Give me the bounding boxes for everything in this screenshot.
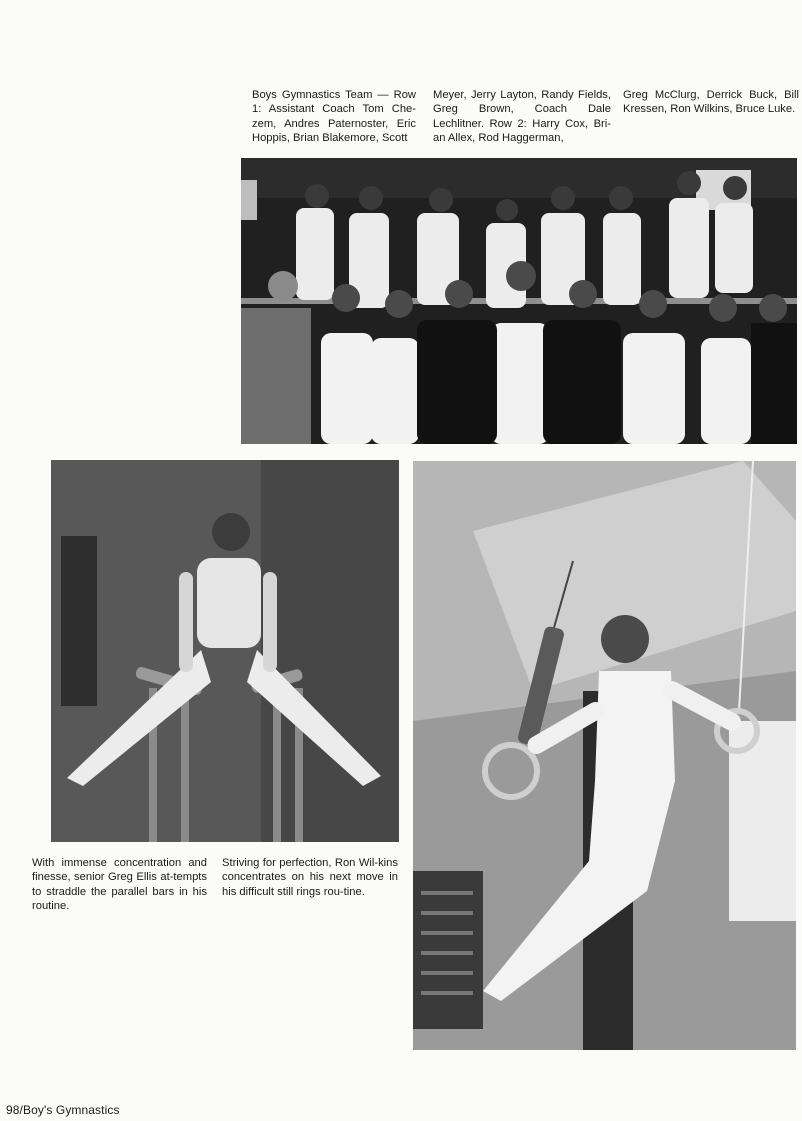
parallel-bars-photo xyxy=(51,460,399,842)
team-caption-col1: Boys Gymnastics Team — Row 1: Assistant Coach Tom Che-zem, Andres Paternoster, Eric Hoppis, Brian Blakemore, Scott xyxy=(252,89,416,144)
team-caption-col3: Greg McClurg, Derrick Buck, Bill Kressen, Ron Wilkins, Bruce Luke. xyxy=(623,89,799,116)
still-rings-caption: Striving for perfection, Ron Wil-kins concentrates on his next move in his difficult still rings rou-tine. xyxy=(222,857,398,898)
team-caption-col2: Meyer, Jerry Layton, Randy Fields, Greg Brown, Coach Dale Lechlitner. Row 2: Harry Cox, Bri-an Allex, Rod Haggerman, xyxy=(433,89,611,144)
parallel-bars-caption: With immense concentration and finesse, senior Greg Ellis at-tempts to straddle the parallel bars in his routine. xyxy=(32,857,207,912)
still-rings-photo xyxy=(413,461,796,1050)
page-folio: 98/Boy's Gymnastics xyxy=(6,1103,120,1117)
team-photo xyxy=(241,158,797,444)
